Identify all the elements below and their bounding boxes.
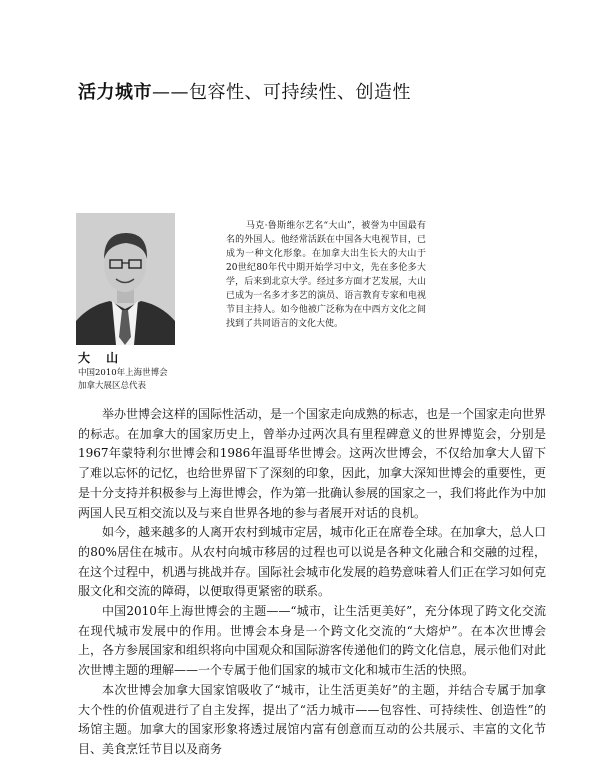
author-role bbox=[78, 367, 168, 393]
article-title-main: 活力城市 bbox=[78, 82, 152, 103]
article-body bbox=[78, 405, 546, 760]
author-name: 大 山 bbox=[78, 351, 125, 365]
author-bio: 马克·鲁斯维尔艺名“大山”，被誉为中国最有名的外国人。他经常活跃在中国各大电视节目，已成为一种文化形象。在加拿大出生长大的大山于20世纪80年代中期开始学习中文，先在多伦多大学，后来到北京大学。经过多方面才艺发展，大山已成为一名多才多艺的演员、语言教育专家和电视节目主持人。如今他被广泛称为在中西方文化之间找到了共同语言的文化大使。 bbox=[226, 221, 426, 329]
body-paragraph: 本次世博会加拿大国家馆吸收了“城市，让生活更美好”的主题，并结合专属于加拿大个性的价值观进行了自主发挥，提出了“活力城市——包容性、可持续性、创造性”的场馆主题。加拿大的国家形象将透过展馆内富有创意而互动的公共展示、丰富的文化节目、美食烹饪节目以及商务 bbox=[78, 682, 546, 756]
body-paragraph: 中国2010年上海世博会的主题——“城市，让生活更美好”，充分体现了跨文化交流在现代城市发展中的作用。世博会本身是一个跨文化交流的“大熔炉”。在本次世博会上，各方参展国家和组织将向中国观众和国际游客传递他们的跨文化信息，展示他们对此次世博主题的理解——一个专属于他们国家的城市文化和城市生活的快照。 bbox=[78, 604, 547, 678]
author-role-line: 加拿大展区总代表 bbox=[78, 381, 147, 391]
body-paragraph: 举办世博会这样的国际性活动，是一个国家走向成熟的标志，也是一个国家走向世界的标志。在加拿大的国家历史上，曾举办过两次具有里程碑意义的世界博览会，分别是1967年蒙特利尔世博会和1986年温哥华世博会。这两次世博会，不仅给加拿大人留下了难以忘怀的记忆，也给世界留下了深刻的印象，因此，加拿大深知世博会的重要性，更是十分支持并积极参与上海世博会，作为第一批确认参展的国家之一，我们将此作为中加两国人民互相交流以及与来自世界各地的参与者展开对话的良机。 bbox=[78, 407, 547, 520]
portrait-illustration bbox=[76, 213, 175, 345]
article-title bbox=[78, 78, 558, 104]
author-role-line: 中国2010年上海世博会 bbox=[78, 368, 168, 378]
author-portrait bbox=[76, 213, 175, 345]
body-paragraph: 如今，越来越多的人离开农村到城市定居，城市化正在席卷全球。在加拿大，总人口的80%居住在城市。从农村向城市移居的过程也可以说是各种文化融合和交融的过程，在这个过程中，机遇与挑战并存。国际社会城市化发展的趋势意味着人们正在学习如何克服文化和交流的障碍，以便取得更紧密的联系。 bbox=[78, 525, 547, 599]
article-title-sub: ——包容性、可持续性、创造性 bbox=[152, 82, 411, 103]
